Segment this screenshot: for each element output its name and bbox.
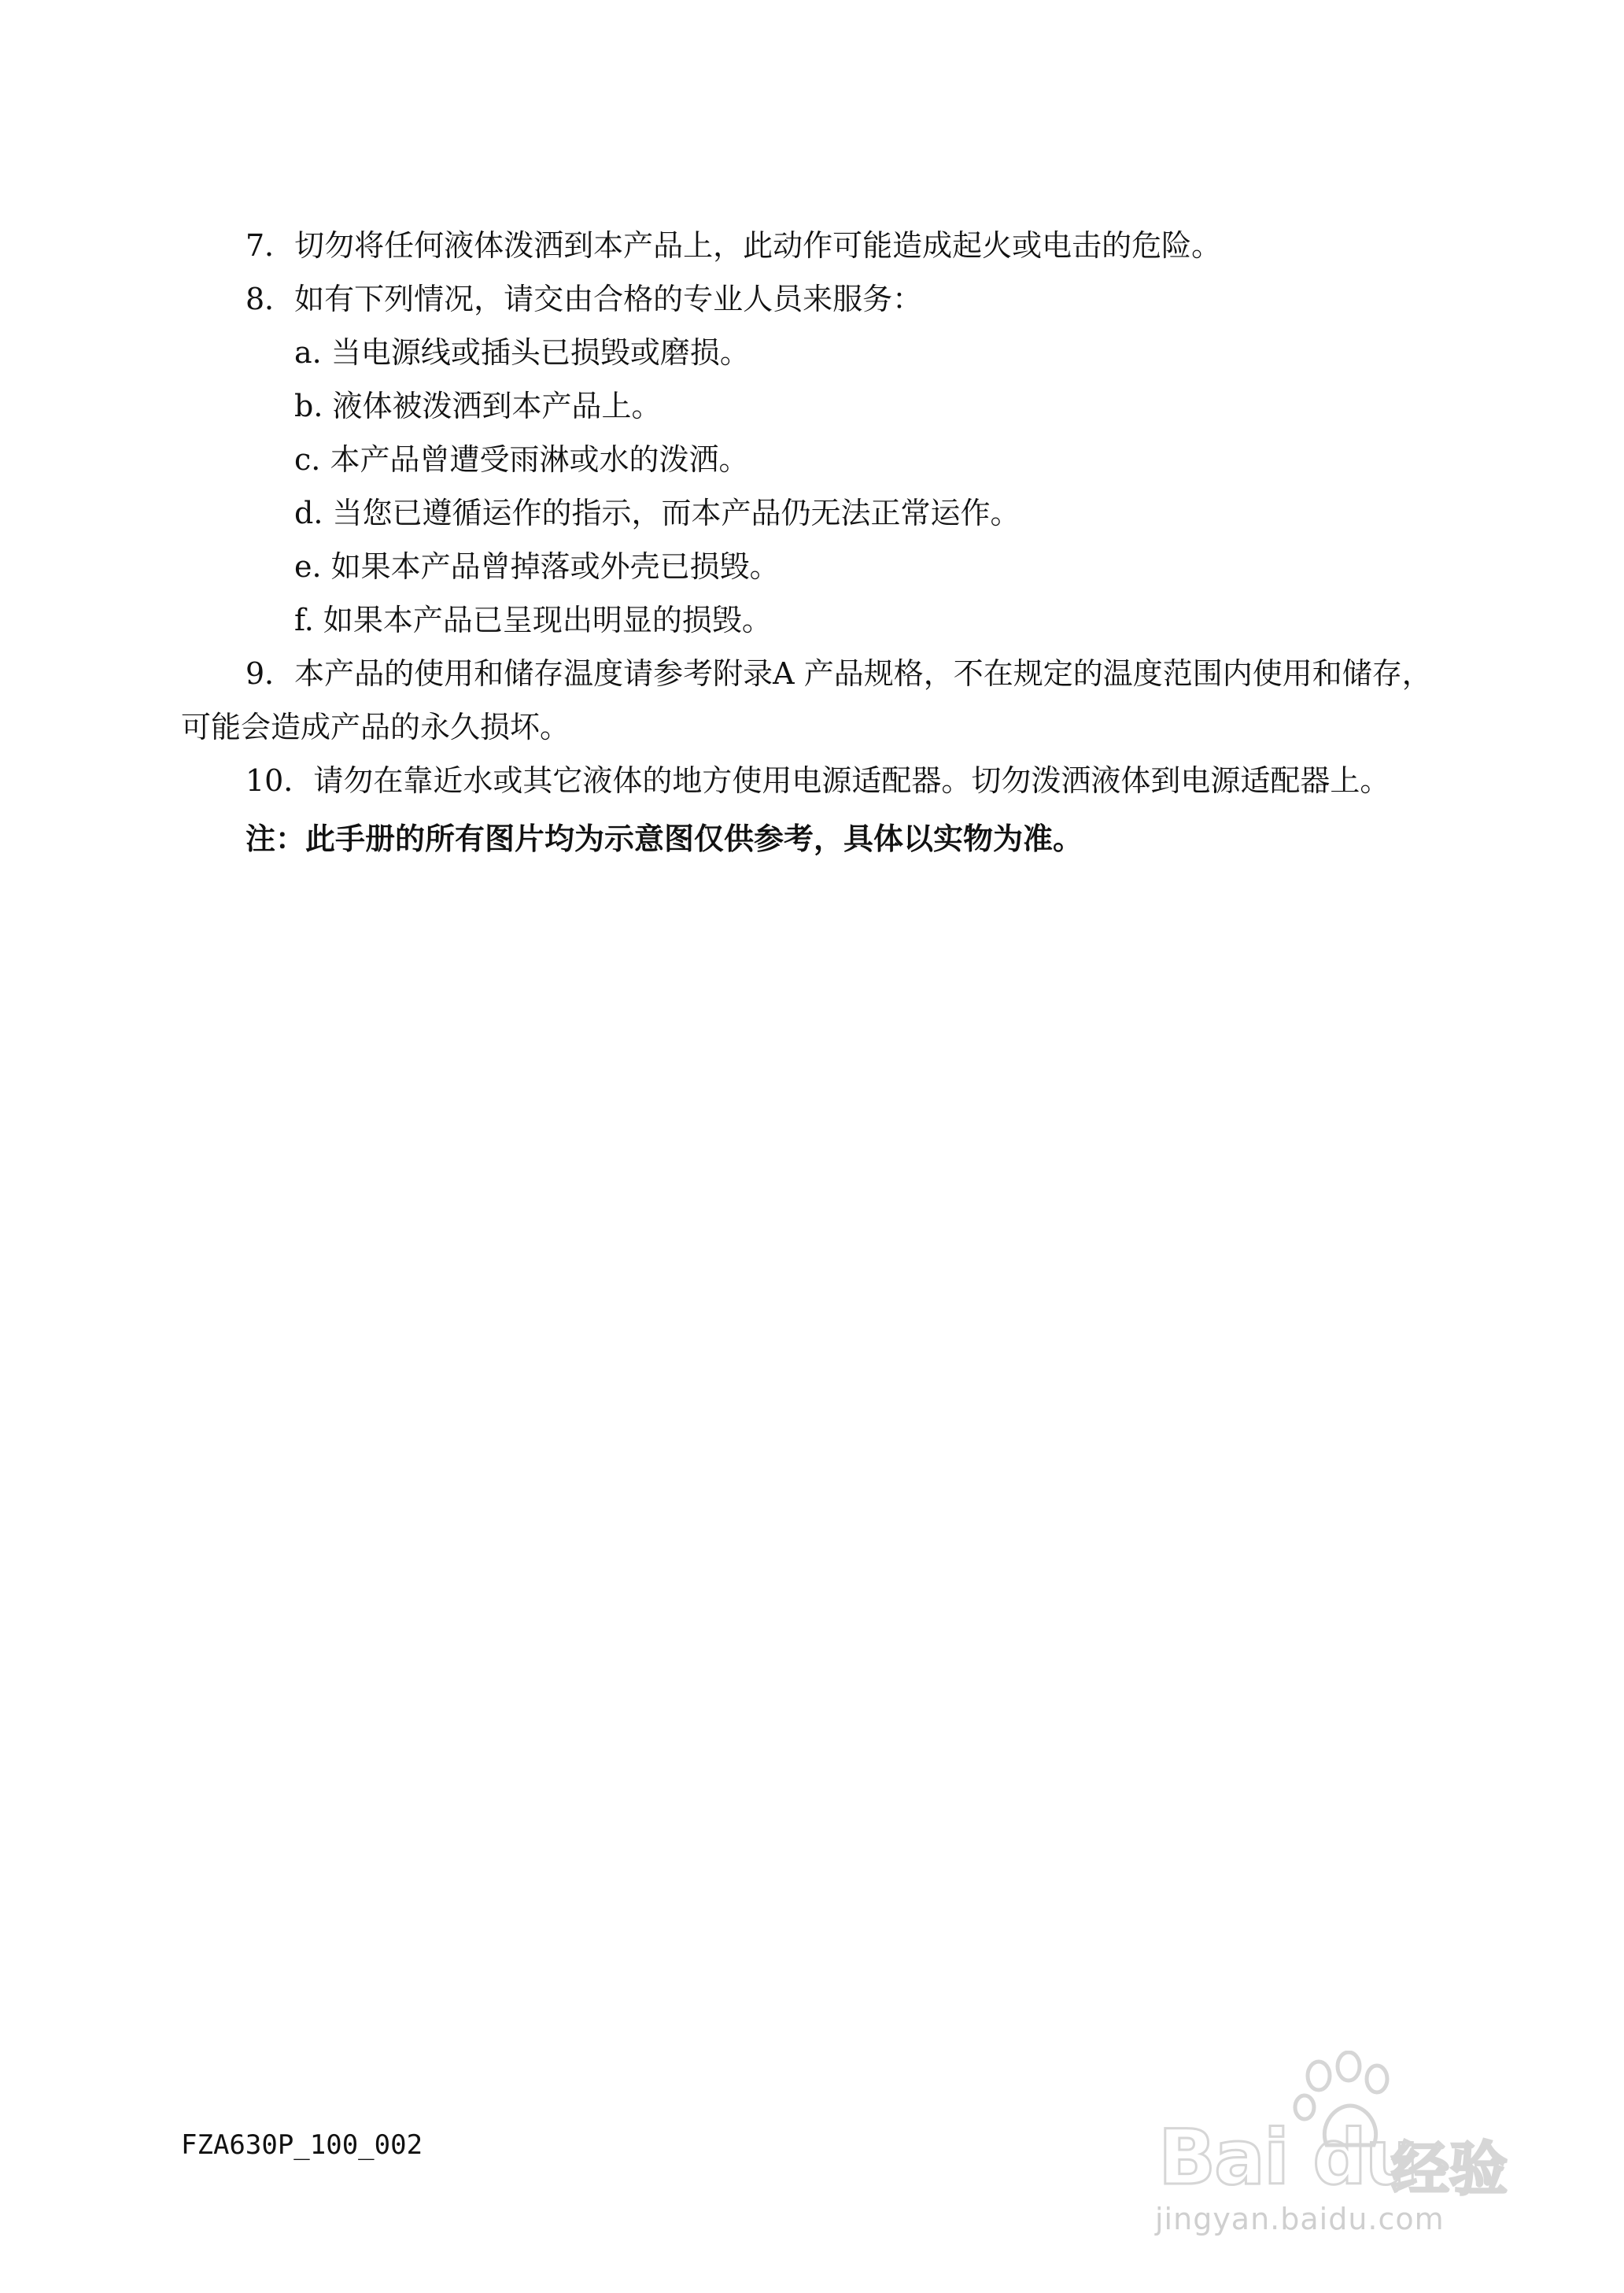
- item-7: 7．切勿将任何液体泼洒到本产品上，此动作可能造成起火或电击的危险。: [245, 228, 1222, 263]
- item-9: 9．本产品的使用和储存温度请参考附录A 产品规格，不在规定的温度范围内使用和储存，可能会造成产品的永久损坏。: [181, 656, 1432, 744]
- note-text: 注：此手册的所有图片均为示意图仅供参考，具体以实物为准。: [245, 821, 1083, 856]
- item-10: 10．请勿在靠近水或其它液体的地方使用电源适配器。切勿泼洒液体到电源适配器上。: [245, 763, 1390, 798]
- watermark-logo-text: Bai du: [1158, 2114, 1418, 2202]
- sub-item-d: d. 当您已遵循运作的指示，而本产品仍无法正常运作。: [294, 496, 1021, 530]
- sub-item-e: e. 如果本产品曾掉落或外壳已损毁。: [294, 549, 780, 584]
- watermark-logo-cn: 经验: [1391, 2136, 1508, 2203]
- document-code: FZA630P_100_002: [181, 2129, 423, 2161]
- document-body: [181, 219, 1456, 866]
- item-8: 8．如有下列情况，请交由合格的专业人员来服务：: [245, 282, 923, 316]
- watermark-url: jingyan.baidu.com: [1155, 2202, 1445, 2236]
- sub-item-c: c. 本产品曾遭受雨淋或水的泼洒。: [294, 442, 749, 477]
- baidu-jingyan-watermark: [1155, 2051, 1525, 2236]
- sub-item-a: a. 当电源线或插头已损毁或磨损。: [294, 335, 750, 370]
- sub-item-b: b. 液体被泼洒到本产品上。: [294, 389, 662, 423]
- sub-item-f: f. 如果本产品已呈现出明显的损毁。: [294, 603, 772, 637]
